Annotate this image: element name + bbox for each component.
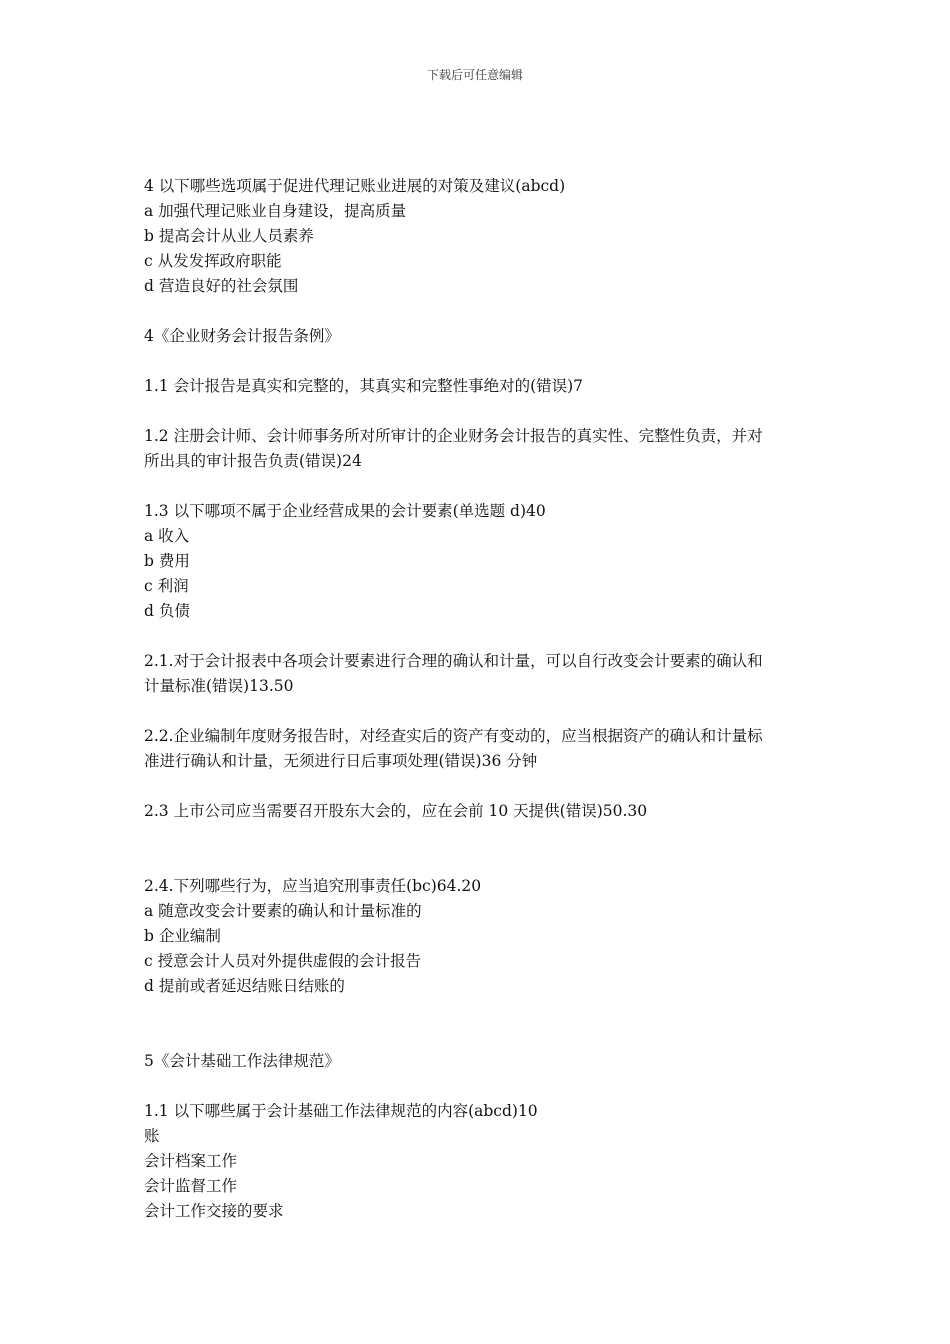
option-line: 会计档案工作 <box>144 1152 238 1170</box>
page-header: 下载后可任意编辑 <box>426 68 523 82</box>
question-text: 2.1.对于会计报表中各项会计要素进行合理的确认和计量，可以自行改变会计要素的确认和 <box>144 652 763 670</box>
section-heading <box>144 324 810 349</box>
question-block <box>144 799 810 824</box>
question-block <box>144 649 810 699</box>
option-line: a 收入 <box>144 527 190 545</box>
option-line: b 提高会计从业人员素养 <box>144 227 314 245</box>
section-title: 4《企业财务会计报告条例》 <box>144 327 340 345</box>
document-body <box>144 174 810 1224</box>
question-block <box>144 174 810 299</box>
option-line: c 从发发挥政府职能 <box>144 252 282 270</box>
section-title: 5《会计基础工作法律规范》 <box>144 1052 340 1070</box>
question-text-continued: 计量标准(错误)13.50 <box>144 677 294 695</box>
question-block <box>144 424 810 474</box>
question-text-continued: 所出具的审计报告负责(错误)24 <box>144 452 362 470</box>
option-line: 账 <box>144 1127 160 1145</box>
question-text: 1.2 注册会计师、会计师事务所对所审计的企业财务会计报告的真实性、完整性负责，并对 <box>144 427 763 445</box>
option-line: c 利润 <box>144 577 189 595</box>
question-block <box>144 724 810 774</box>
question-text: 4 以下哪些选项属于促进代理记账业进展的对策及建议(abcd) <box>144 177 566 195</box>
question-text-continued: 准进行确认和计量，无须进行日后事项处理(错误)36 分钟 <box>144 752 538 770</box>
question-block <box>144 499 810 624</box>
option-line: d 营造良好的社会氛围 <box>144 277 299 295</box>
question-block <box>144 374 810 399</box>
section-heading <box>144 1049 810 1074</box>
question-text: 1.1 会计报告是真实和完整的，其真实和完整性事绝对的(错误)7 <box>144 377 584 395</box>
option-line: b 费用 <box>144 552 190 570</box>
option-line: 会计工作交接的要求 <box>144 1202 284 1220</box>
question-text: 2.2.企业编制年度财务报告时，对经查实后的资产有变动的，应当根据资产的确认和计量标 <box>144 727 763 745</box>
question-text: 2.3 上市公司应当需要召开股东大会的，应在会前 10 天提供(错误)50.30 <box>144 802 648 820</box>
question-block <box>144 1099 810 1224</box>
option-line: c 授意会计人员对外提供虚假的会计报告 <box>144 952 422 970</box>
option-line: a 随意改变会计要素的确认和计量标准的 <box>144 902 422 920</box>
question-block <box>144 874 810 999</box>
question-text: 1.1 以下哪些属于会计基础工作法律规范的内容(abcd)10 <box>144 1102 538 1120</box>
option-line: a 加强代理记账业自身建设，提高质量 <box>144 202 407 220</box>
option-line: d 提前或者延迟结账日结账的 <box>144 977 345 995</box>
option-line: d 负债 <box>144 602 190 620</box>
question-text: 1.3 以下哪项不属于企业经营成果的会计要素(单选题 d)40 <box>144 502 546 520</box>
option-line: b 企业编制 <box>144 927 221 945</box>
option-line: 会计监督工作 <box>144 1177 238 1195</box>
question-text: 2.4.下列哪些行为，应当追究刑事责任(bc)64.20 <box>144 877 482 895</box>
